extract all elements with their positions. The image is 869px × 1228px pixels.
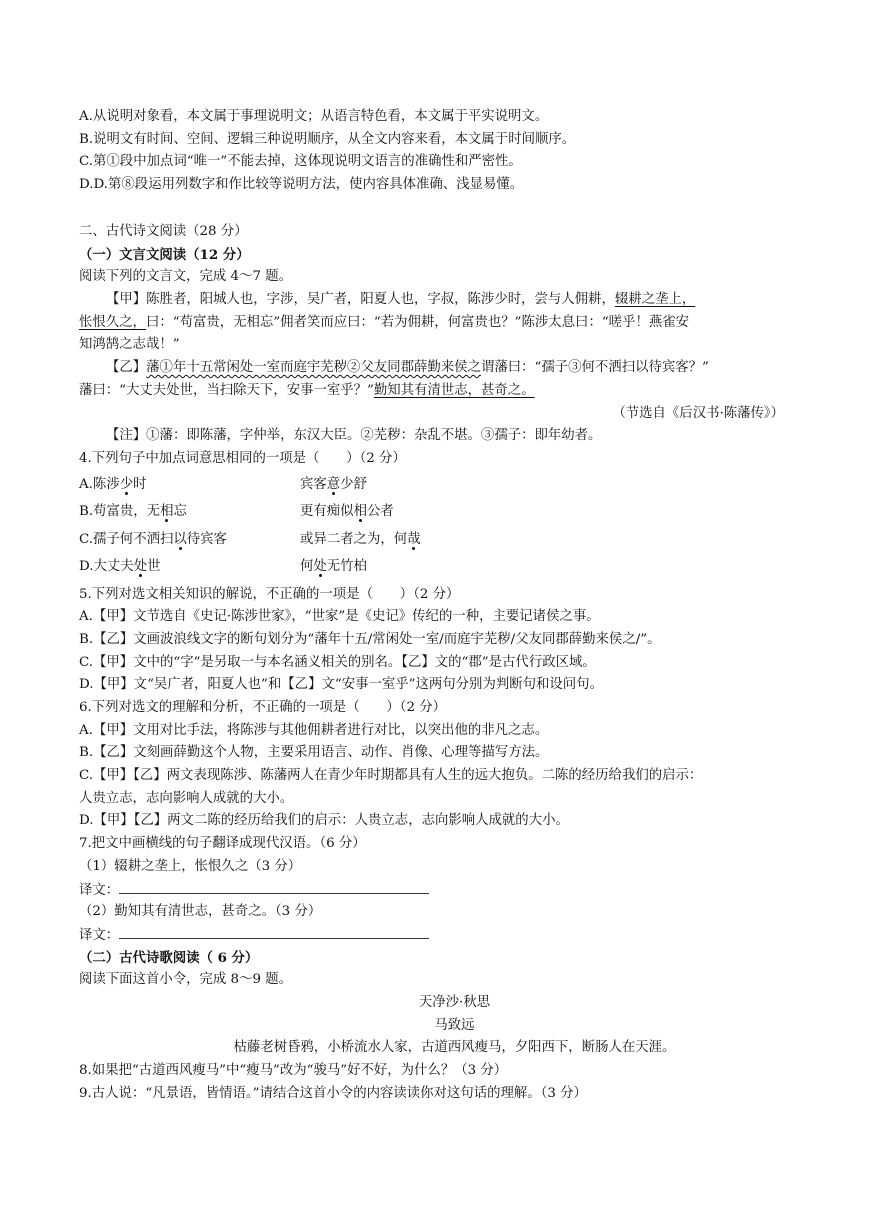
q3-option-c: C.第①段中加点词“唯一”不能去掉，这体现说明文语言的准确性和严密性。 bbox=[79, 154, 522, 170]
passage-source: （节选自《后汉书·陈藩传》） bbox=[612, 405, 784, 421]
q7-answer-blank-1[interactable] bbox=[119, 879, 429, 894]
passage-yi-label: 【乙】 bbox=[106, 360, 147, 376]
q4-stem: 4.下列句子中加点词意思相同的一项是（ ）（2 分） bbox=[79, 450, 406, 466]
q6-stem: 6.下列对选文的理解和分析，不正确的一项是（ ）（2 分） bbox=[79, 700, 447, 715]
wavy-line-text: 藩①年十五常闲处一室而庭宇芜秽②父友同郡薛勤来侯之 bbox=[146, 360, 481, 376]
underlined-sentence-1-cont: 怅恨久之， bbox=[79, 314, 146, 330]
q7-stem: 7.把文中画横线的句子翻译成现代汉语。（6 分） bbox=[79, 836, 366, 852]
q3-option-d: D.D.第⑧段运用列数字和作比较等说明方法，使内容具体准确、浅显易懂。 bbox=[79, 177, 524, 193]
q3-option-a: A.从说明对象看，本文属于事理说明文；从语言特色看，本文属于平实说明文。 bbox=[79, 109, 549, 124]
part-2-instruction: 阅读下面这首小令，完成 8～9 题。 bbox=[79, 972, 293, 988]
passage-yi-text: 藩曰：“大丈夫处世，当扫除天下，安事一室乎？” bbox=[79, 382, 374, 398]
q4-option-b: B.苟富贵，无相忘 更有痴似相公者 bbox=[79, 504, 394, 520]
underlined-sentence-1: 辍耕之垄上， bbox=[614, 292, 696, 308]
q6-option-a: A.【甲】文用对比手法，将陈涉与其他佣耕者进行对比，以突出他的非凡之志。 bbox=[79, 722, 549, 738]
passage-jia bbox=[79, 289, 794, 357]
poem-title: 天净沙·秋思 bbox=[418, 994, 491, 1010]
part-1-title: （一）文言文阅读（12 分） bbox=[79, 246, 250, 263]
passage-yi-text: 谓藩曰：“孺子③何不洒扫以待宾客？” bbox=[480, 360, 709, 376]
dotted-word: 处 bbox=[313, 559, 327, 575]
q3-option-b: B.说明文有时间、空间、逻辑三种说明顺序，从全文内容来看，本文属于时间顺序。 bbox=[79, 131, 576, 147]
annotation-note: 【注】①藩：即陈藩，字仲举，东汉大臣。②芜秽：杂乱不堪。③孺子：即年幼者。 bbox=[106, 428, 602, 444]
q6-option-c: C.【甲】【乙】两文表现陈涉、陈藩两人在青少年时期都具有人生的远大抱负。二陈的经历给我们的启示： bbox=[79, 768, 703, 784]
q7-item-1: （1）辍耕之垄上，怅恨久之（3 分） bbox=[79, 858, 302, 874]
passage-jia-text: 知鸿鹄之志哉！” bbox=[79, 337, 180, 353]
dotted-word: 意 bbox=[326, 476, 341, 492]
q5-option-a: A.【甲】文节选自《史记·陈涉世家》，“世家”是《史记》传纪的一种，主要记诸侯之事。 bbox=[79, 609, 600, 625]
passage-yi bbox=[79, 357, 794, 425]
q6-option-c-cont: 人贵立志，志向影响人成就的大小。 bbox=[79, 790, 294, 806]
passage-jia-text: 【甲】陈胜者，阳城人也，字涉，吴广者，阳夏人也，字叔，陈涉少时，尝与人佣耕， bbox=[106, 292, 615, 308]
dotted-word: 相 bbox=[160, 504, 174, 520]
part-2-title: （二）古代诗歌阅读（ 6 分） bbox=[79, 949, 259, 966]
passage-jia-text: 曰：“苟富贵，无相忘”佣者笑而应曰：“若为佣耕，何富贵也？”陈涉太息曰：“嗟乎！燕雀安 bbox=[145, 314, 690, 330]
q3-options bbox=[79, 106, 794, 197]
poem-text: 枯藤老树昏鸦，小桥流水人家，古道西风瘦马，夕阳西下，断肠人在天涯。 bbox=[233, 1040, 676, 1056]
q6-option-d: D.【甲】【乙】两文二陈的经历给我们的启示：人贵立志，志向影响人成就的大小。 bbox=[79, 813, 569, 829]
q4-option-c: C.孺子何不洒扫以待宾客 或异二者之为，何哉 bbox=[79, 531, 421, 547]
dotted-word: 以 bbox=[173, 531, 187, 547]
q5-option-b: B.【乙】文画波浪线文字的断句划分为“藩年十五/常闲处一室/而庭宇芜秽/父友同郡薛勤来侯之/”。 bbox=[79, 631, 661, 647]
underlined-sentence-2: 勤知其有清世志，甚奇之。 bbox=[373, 382, 535, 398]
q5-option-c: C.【甲】文中的“字”是另取一与本名涵义相关的别名。【乙】文的“郡”是古代行政区域。 bbox=[79, 654, 596, 670]
q5-option-d: D.【甲】文“吴广者，阳夏人也”和【乙】文“安事一室乎”这两句分别为判断句和设问句。 bbox=[79, 677, 603, 693]
part-1-instruction: 阅读下列的文言文，完成 4～7 题。 bbox=[79, 269, 293, 285]
dotted-word: 处 bbox=[133, 559, 148, 575]
section-2-title: 二、古代诗文阅读（28 分） bbox=[79, 224, 248, 239]
q4-options bbox=[79, 471, 794, 581]
q4-option-a: A.陈涉少时 宾客意少舒 bbox=[79, 476, 367, 492]
q8: 8.如果把“古道西风瘦马”中“瘦马”改为“骏马”好不好，为什么？（3 分） bbox=[79, 1063, 508, 1078]
q7-answer-label-1: 译文： bbox=[79, 882, 120, 898]
q6-option-b: B.【乙】文刻画薛勤这个人物，主要采用语言、动作、肖像、心理等描写方法。 bbox=[79, 745, 549, 761]
poem-author: 马致远 bbox=[434, 1017, 475, 1033]
q7-item-2: （2）勤知其有清世志，甚奇之。（3 分） bbox=[79, 904, 322, 920]
section-2 bbox=[79, 221, 794, 1105]
dotted-word: 哉 bbox=[407, 531, 421, 547]
q7-answer-blank-2[interactable] bbox=[119, 924, 429, 939]
dotted-word: 相 bbox=[353, 504, 367, 520]
dotted-word: 少 bbox=[119, 476, 134, 492]
q9: 9.古人说：“凡景语，皆情语。”请结合这首小令的内容读读你对这句话的理解。（3 分） bbox=[79, 1085, 587, 1101]
q4-option-d: D.大丈夫处世 何处无竹柏 bbox=[79, 559, 367, 575]
q7-answer-label-2: 译文： bbox=[79, 927, 120, 943]
q5-stem: 5.下列对选文相关知识的解说，不正确的一项是（ ）（2 分） bbox=[79, 586, 460, 602]
